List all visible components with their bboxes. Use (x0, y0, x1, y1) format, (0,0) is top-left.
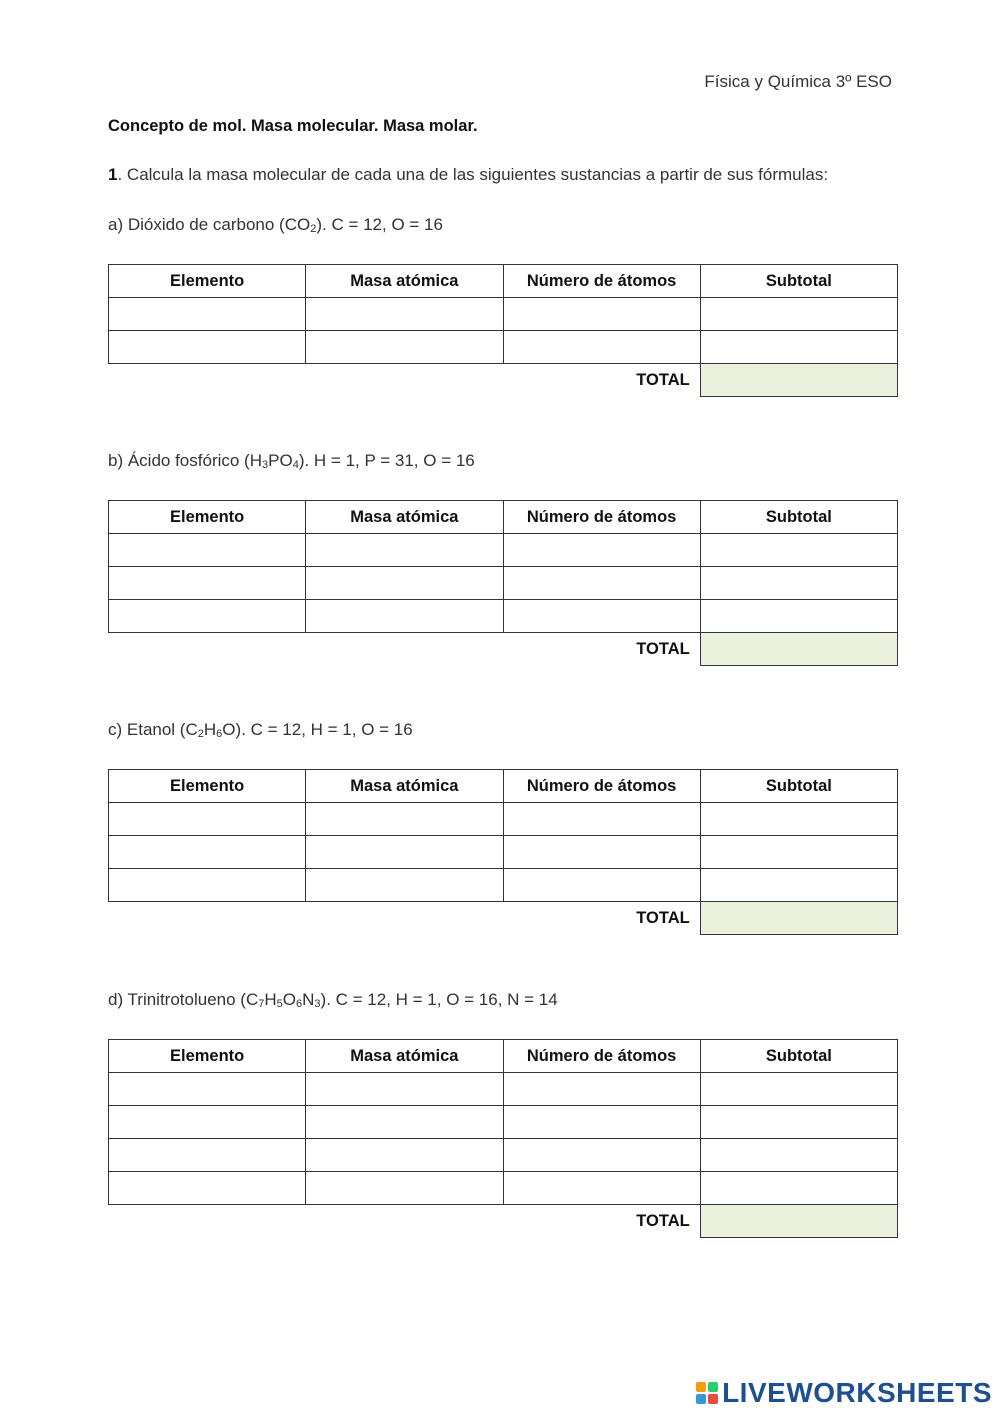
column-header: Subtotal (700, 1040, 897, 1073)
column-header: Número de átomos (503, 265, 700, 298)
answer-cell[interactable] (109, 836, 306, 869)
answer-cell[interactable] (306, 1106, 503, 1139)
table-row (109, 1106, 898, 1139)
answer-cell[interactable] (306, 803, 503, 836)
answer-cell[interactable] (700, 600, 897, 633)
formula-symbol: O (222, 720, 236, 739)
answer-cell[interactable] (109, 869, 306, 902)
answer-cell[interactable] (306, 534, 503, 567)
exercise-suffix: ). C = 12, O = 16 (316, 215, 443, 234)
table-row (109, 331, 898, 364)
formula-subscript: 5 (276, 998, 283, 1010)
column-header: Subtotal (700, 265, 897, 298)
total-row (109, 633, 898, 666)
column-header: Elemento (109, 501, 306, 534)
formula-subscript: 4 (292, 459, 299, 471)
answer-cell[interactable] (306, 869, 503, 902)
page-title: Concepto de mol. Masa molecular. Masa molar. (108, 117, 478, 135)
formula-symbol: O (282, 990, 296, 1009)
column-header: Elemento (109, 770, 306, 803)
answer-cell[interactable] (700, 298, 897, 331)
answer-cell[interactable] (700, 1106, 897, 1139)
answer-cell[interactable] (306, 1073, 503, 1106)
answer-cell[interactable] (700, 1139, 897, 1172)
exercise-label (108, 717, 898, 743)
mass-table (108, 264, 898, 397)
table-row (109, 869, 898, 902)
answer-cell[interactable] (503, 803, 700, 836)
exercise-a (108, 212, 898, 397)
total-row (109, 364, 898, 397)
answer-cell[interactable] (700, 803, 897, 836)
answer-cell[interactable] (109, 1106, 306, 1139)
answer-cell[interactable] (700, 534, 897, 567)
formula-symbol: H (264, 990, 277, 1009)
exercise-suffix: ). H = 1, P = 31, O = 16 (298, 451, 475, 470)
formula-symbol: H (203, 720, 217, 739)
formula-symbol: CO (284, 215, 311, 234)
table-row (109, 1172, 898, 1205)
answer-cell[interactable] (503, 567, 700, 600)
formula-subscript: 3 (314, 998, 321, 1010)
answer-cell[interactable] (306, 836, 503, 869)
instruction (108, 165, 828, 185)
formula-symbol: C (245, 990, 259, 1009)
exercise-label (108, 212, 898, 238)
answer-cell[interactable] (109, 600, 306, 633)
formula-subscript: 3 (262, 459, 269, 471)
answer-cell[interactable] (109, 1139, 306, 1172)
answer-cell[interactable] (503, 1073, 700, 1106)
answer-cell[interactable] (109, 567, 306, 600)
total-answer-cell[interactable] (700, 633, 897, 666)
logo-square (696, 1394, 706, 1404)
exercise-d (108, 987, 898, 1238)
total-answer-cell[interactable] (700, 364, 897, 397)
exercise-suffix: ). C = 12, H = 1, O = 16, N = 14 (320, 990, 558, 1009)
exercise-prefix: a) Dióxido de carbono ( (108, 215, 285, 234)
answer-cell[interactable] (306, 298, 503, 331)
total-row (109, 902, 898, 935)
exercise-prefix: d) Trinitrotolueno ( (108, 990, 246, 1009)
table-header-row (109, 265, 898, 298)
total-label: TOTAL (636, 908, 690, 927)
table-row (109, 534, 898, 567)
column-header: Masa atómica (306, 1040, 503, 1073)
table-header-row (109, 770, 898, 803)
answer-cell[interactable] (306, 1139, 503, 1172)
logo-mark-icon (696, 1382, 718, 1404)
answer-cell[interactable] (109, 534, 306, 567)
column-header: Subtotal (700, 501, 897, 534)
answer-cell[interactable] (109, 1073, 306, 1106)
answer-cell[interactable] (306, 567, 503, 600)
exercise-b (108, 448, 898, 666)
total-label: TOTAL (636, 1211, 690, 1230)
table-row (109, 836, 898, 869)
answer-cell[interactable] (700, 567, 897, 600)
answer-cell[interactable] (109, 331, 306, 364)
answer-cell[interactable] (700, 331, 897, 364)
instruction-text: . Calcula la masa molecular de cada una de las siguientes sustancias a partir de sus fórmulas: (117, 165, 829, 184)
column-header: Número de átomos (503, 1040, 700, 1073)
table-row (109, 567, 898, 600)
total-answer-cell[interactable] (700, 902, 897, 935)
logo-square (708, 1394, 718, 1404)
answer-cell[interactable] (503, 1139, 700, 1172)
formula-subscript: 7 (258, 998, 265, 1010)
logo-text: LIVEWORKSHEETS (722, 1377, 992, 1408)
answer-cell[interactable] (306, 600, 503, 633)
total-row (109, 1205, 898, 1238)
table-row (109, 1073, 898, 1106)
answer-cell[interactable] (109, 298, 306, 331)
column-header: Elemento (109, 1040, 306, 1073)
column-header: Masa atómica (306, 265, 503, 298)
formula-subscript: 2 (197, 728, 204, 740)
header-subject: Física y Química 3º ESO (704, 72, 892, 91)
logo-square (696, 1382, 706, 1392)
column-header: Número de átomos (503, 501, 700, 534)
table-row (109, 298, 898, 331)
mass-table (108, 769, 898, 935)
total-answer-cell[interactable] (700, 1205, 897, 1238)
table-header-row (109, 1040, 898, 1073)
answer-cell[interactable] (503, 869, 700, 902)
answer-cell[interactable] (109, 803, 306, 836)
column-header: Número de átomos (503, 770, 700, 803)
instruction-number: 1 (108, 165, 118, 184)
table-row (109, 1139, 898, 1172)
answer-cell[interactable] (503, 1106, 700, 1139)
answer-cell[interactable] (109, 1172, 306, 1205)
formula-subscript: 6 (296, 998, 303, 1010)
table-row (109, 600, 898, 633)
column-header: Masa atómica (306, 770, 503, 803)
answer-cell[interactable] (503, 331, 700, 364)
answer-cell[interactable] (700, 1172, 897, 1205)
answer-cell[interactable] (700, 869, 897, 902)
total-label: TOTAL (636, 370, 690, 389)
exercise-c (108, 717, 898, 935)
formula-subscript: 6 (216, 728, 223, 740)
formula-symbol: C (185, 720, 198, 739)
column-header: Subtotal (700, 770, 897, 803)
exercise-suffix: ). C = 12, H = 1, O = 16 (235, 720, 413, 739)
mass-table (108, 1039, 898, 1238)
exercise-prefix: c) Etanol ( (108, 720, 186, 739)
answer-cell[interactable] (306, 331, 503, 364)
formula-subscript: 2 (310, 223, 317, 235)
liveworksheets-logo (696, 1377, 992, 1409)
formula-symbol: N (302, 990, 315, 1009)
column-header: Masa atómica (306, 501, 503, 534)
exercise-label (108, 987, 898, 1013)
answer-cell[interactable] (700, 836, 897, 869)
answer-cell[interactable] (503, 1172, 700, 1205)
answer-cell[interactable] (306, 1172, 503, 1205)
table-header-row (109, 501, 898, 534)
exercise-label (108, 448, 898, 474)
formula-symbol: H (249, 451, 263, 470)
total-label: TOTAL (636, 639, 690, 658)
answer-cell[interactable] (503, 836, 700, 869)
column-header: Elemento (109, 265, 306, 298)
logo-square (708, 1382, 718, 1392)
answer-cell[interactable] (503, 298, 700, 331)
formula-symbol: PO (268, 451, 293, 470)
answer-cell[interactable] (503, 534, 700, 567)
mass-table (108, 500, 898, 666)
exercise-prefix: b) Ácido fosfórico ( (108, 451, 250, 470)
answer-cell[interactable] (503, 600, 700, 633)
table-row (109, 803, 898, 836)
answer-cell[interactable] (700, 1073, 897, 1106)
